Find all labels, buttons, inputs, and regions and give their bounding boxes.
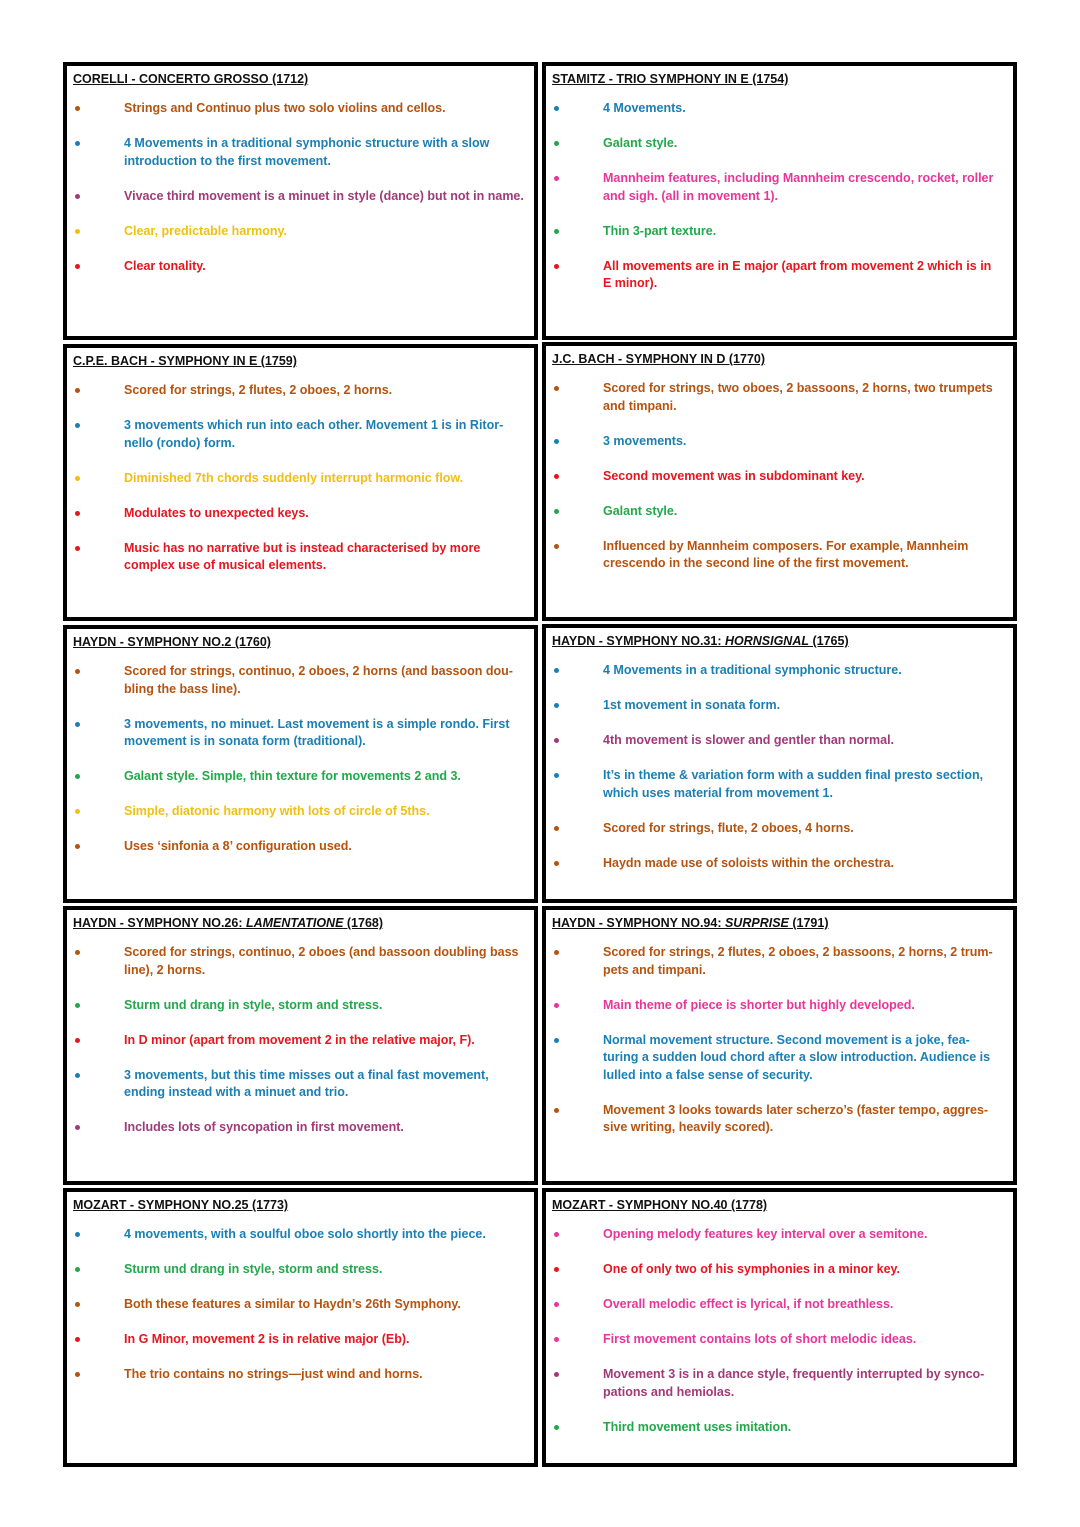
item-text: 3 movements, no minuet. Last movement is a simple rondo. First movement is in sonata form (traditional). (124, 716, 510, 748)
item-text: 3 movements which run into each other. Movement 1 is in Ritor-nello (rondo) form. (124, 418, 504, 450)
bullet-icon (554, 1108, 559, 1113)
item-text: Movement 3 looks towards later scherzo’s (faster tempo, aggres-sive writing, heavily scored). (603, 1102, 989, 1134)
list-item (73, 417, 528, 452)
bullet-icon (554, 950, 559, 955)
card-mozart-40 (542, 1188, 1017, 1467)
bullet-icon (554, 474, 559, 479)
list-item (552, 1366, 1007, 1401)
list-item (73, 1261, 528, 1279)
bullet-icon (75, 194, 80, 199)
item-text: Second movement was in subdominant key. (603, 468, 865, 483)
list-item (73, 382, 528, 400)
item-text: Strings and Continuo plus two solo violins and cellos. (124, 101, 446, 115)
item-text: Vivace third movement is a minuet in style (dance) but not in name. (124, 188, 524, 203)
item-text: Main theme of piece is shorter but highly developed. (603, 997, 915, 1012)
bullet-icon (75, 1232, 80, 1237)
card-title: MOZART - SYMPHONY NO.40 (1778) (552, 1198, 768, 1212)
bullet-icon (554, 738, 559, 743)
item-list (552, 380, 1007, 573)
item-text: All movements are in E major (apart from movement 2 which is in E minor). (603, 258, 992, 290)
list-item (73, 768, 528, 786)
list-item (552, 855, 1007, 873)
item-text: Both these features a similar to Haydn’s 26th Symphony. (124, 1297, 461, 1311)
bullet-icon (554, 544, 559, 549)
list-item (552, 380, 1007, 415)
bullet-icon (554, 1232, 559, 1237)
card-haydn-31 (542, 624, 1017, 903)
bullet-icon (75, 1372, 80, 1377)
item-text: Influenced by Mannheim composers. For example, Mannheim crescendo in the second line of the first movement. (603, 538, 969, 570)
card-title: STAMITZ - TRIO SYMPHONY IN E (1754) (552, 72, 789, 86)
item-text: It’s in theme & variation form with a sudden final presto section, which uses material from movement 1. (603, 768, 984, 800)
bullet-icon (554, 106, 559, 111)
card-haydn-2 (63, 625, 538, 903)
list-item (73, 803, 528, 821)
list-item (552, 767, 1007, 802)
bullet-icon (75, 1337, 80, 1342)
list-item (552, 135, 1007, 153)
list-item (73, 223, 528, 241)
item-list (552, 944, 1007, 1137)
item-text: Normal movement structure. Second movement is a joke, fea-turing a sudden loud chord after a slow introduction. Audience is lulled into a false sense of security. (603, 1032, 991, 1082)
list-item (552, 538, 1007, 573)
bullet-icon (554, 773, 559, 778)
card-title: CORELLI - CONCERTO GROSSO (1712) (73, 72, 309, 86)
card-title: J.C. BACH - SYMPHONY IN D (1770) (552, 352, 766, 366)
bullet-icon (75, 546, 80, 551)
item-text: Uses ‘sinfonia a 8’ configuration used. (124, 839, 352, 853)
list-item (552, 170, 1007, 205)
item-list (73, 663, 528, 856)
item-text: Includes lots of syncopation in first movement. (124, 1120, 404, 1134)
bullet-icon (75, 476, 80, 481)
bullet-icon (554, 264, 559, 269)
bullet-icon (75, 722, 80, 727)
item-text: Opening melody features key interval over a semitone. (603, 1227, 928, 1241)
bullet-icon (554, 386, 559, 391)
list-item (552, 820, 1007, 838)
list-item (73, 1119, 528, 1137)
list-item (552, 468, 1007, 486)
card-mozart-25 (63, 1188, 538, 1467)
list-item (73, 663, 528, 698)
list-item (552, 697, 1007, 715)
item-list (552, 1226, 1007, 1436)
item-text: Clear tonality. (124, 258, 206, 273)
list-item (73, 505, 528, 523)
bullet-icon (554, 1302, 559, 1307)
bullet-icon (75, 669, 80, 674)
card-corelli (63, 62, 538, 340)
item-text: 3 movements, but this time misses out a final fast movement, ending instead with a minuet and trio. (124, 1067, 489, 1099)
item-text: Thin 3-part texture. (603, 223, 717, 238)
bullet-icon (75, 264, 80, 269)
item-text: Scored for strings, continuo, 2 oboes (and bassoon doubling bass line), 2 horns. (124, 945, 519, 977)
bullet-icon (554, 1337, 559, 1342)
bullet-icon (75, 1073, 80, 1078)
bullet-icon (75, 229, 80, 234)
bullet-icon (554, 1425, 559, 1430)
list-item (552, 732, 1007, 750)
card-title: HAYDN - SYMPHONY NO.26: LAMENTATIONE (1768) (73, 916, 384, 930)
bullet-icon (75, 388, 80, 393)
item-text: Movement 3 is in a dance style, frequently interrupted by synco-pations and hemiolas. (603, 1367, 985, 1399)
item-list (552, 662, 1007, 872)
item-text: First movement contains lots of short melodic ideas. (603, 1332, 917, 1346)
bullet-icon (554, 176, 559, 181)
bullet-icon (75, 1302, 80, 1307)
bullet-icon (554, 1267, 559, 1272)
bullet-icon (554, 668, 559, 673)
item-text: Scored for strings, continuo, 2 oboes, 2 horns (and bassoon dou-bling the bass line). (124, 664, 513, 696)
item-text: Scored for strings, two oboes, 2 bassoons, 2 horns, two trumpets and timpani. (603, 381, 993, 413)
list-item (552, 1331, 1007, 1349)
item-text: In G Minor, movement 2 is in relative major (Eb). (124, 1332, 410, 1346)
list-item (73, 100, 528, 118)
bullet-icon (75, 774, 80, 779)
card-title: HAYDN - SYMPHONY NO.94: SURPRISE (1791) (552, 916, 829, 930)
list-item (552, 1226, 1007, 1244)
list-item (552, 1296, 1007, 1314)
item-list (73, 944, 528, 1137)
list-item (73, 716, 528, 751)
item-text: 4 Movements in a traditional symphonic structure. (603, 663, 902, 677)
card-jc-bach (542, 342, 1017, 621)
list-item (552, 1102, 1007, 1137)
bullet-icon (75, 106, 80, 111)
card-haydn-26 (63, 906, 538, 1185)
item-text: One of only two of his symphonies in a minor key. (603, 1262, 901, 1276)
list-item (73, 1226, 528, 1244)
list-item (73, 470, 528, 488)
card-title: HAYDN - SYMPHONY NO.31: HORNSIGNAL (1765) (552, 634, 849, 648)
item-text: Galant style. (603, 503, 678, 518)
list-item (73, 258, 528, 276)
item-text: 4 movements, with a soulful oboe solo shortly into the piece. (124, 1227, 486, 1241)
item-text: Scored for strings, 2 flutes, 2 oboes, 2 horns. (124, 383, 393, 397)
bullet-icon (554, 1038, 559, 1043)
list-item (73, 1032, 528, 1050)
bullet-icon (75, 423, 80, 428)
bullet-icon (554, 141, 559, 146)
list-item (552, 223, 1007, 241)
list-item (552, 433, 1007, 451)
bullet-icon (75, 1267, 80, 1272)
bullet-icon (75, 950, 80, 955)
item-text: Modulates to unexpected keys. (124, 505, 309, 520)
item-text: 3 movements. (603, 433, 687, 448)
bullet-icon (554, 1372, 559, 1377)
item-text: Third movement uses imitation. (603, 1419, 792, 1434)
item-text: 1st movement in sonata form. (603, 698, 781, 712)
list-item (552, 997, 1007, 1015)
item-list (552, 100, 1007, 293)
list-item (73, 997, 528, 1015)
card-stamitz (542, 62, 1017, 340)
bullet-icon (75, 1003, 80, 1008)
list-item (73, 838, 528, 856)
item-text: 4 Movements. (603, 101, 686, 115)
item-text: Scored for strings, 2 flutes, 2 oboes, 2 bassoons, 2 horns, 2 trum-pets and timpani. (603, 945, 993, 977)
item-list (73, 100, 528, 275)
item-list (73, 1226, 528, 1384)
bullet-icon (75, 511, 80, 516)
list-item (73, 1296, 528, 1314)
bullet-icon (554, 439, 559, 444)
item-text: Diminished 7th chords suddenly interrupt harmonic flow. (124, 470, 464, 485)
card-haydn-94 (542, 906, 1017, 1185)
item-text: Music has no narrative but is instead characterised by more complex use of musical elements. (124, 540, 481, 572)
item-text: Sturm und drang in style, storm and stress. (124, 1262, 383, 1276)
bullet-icon (554, 826, 559, 831)
item-text: Overall melodic effect is lyrical, if not breathless. (603, 1297, 894, 1311)
bullet-icon (554, 229, 559, 234)
item-text: In D minor (apart from movement 2 in the relative major, F). (124, 1032, 475, 1047)
item-text: 4 Movements in a traditional symphonic structure with a slow introduction to the first movement. (124, 136, 490, 168)
bullet-icon (554, 509, 559, 514)
item-list (73, 382, 528, 575)
list-item (552, 1419, 1007, 1437)
item-text: Sturm und drang in style, storm and stress. (124, 997, 383, 1012)
list-item (73, 135, 528, 170)
list-item (73, 188, 528, 206)
list-item (552, 662, 1007, 680)
list-item (73, 1331, 528, 1349)
list-item (73, 944, 528, 979)
item-text: The trio contains no strings—just wind and horns. (124, 1367, 423, 1381)
card-title: MOZART - SYMPHONY NO.25 (1773) (73, 1198, 289, 1212)
bullet-icon (75, 1038, 80, 1043)
list-item (552, 1032, 1007, 1085)
item-text: Scored for strings, flute, 2 oboes, 4 horns. (603, 820, 854, 835)
card-title: HAYDN - SYMPHONY NO.2 (1760) (73, 635, 271, 649)
list-item (552, 503, 1007, 521)
list-item (552, 258, 1007, 293)
item-text: Galant style. (603, 136, 678, 150)
bullet-icon (75, 1125, 80, 1130)
bullet-icon (75, 809, 80, 814)
item-text: Galant style. Simple, thin texture for movements 2 and 3. (124, 769, 461, 783)
item-text: Haydn made use of soloists within the orchestra. (603, 855, 895, 870)
bullet-icon (554, 703, 559, 708)
item-text: Simple, diatonic harmony with lots of circle of 5ths. (124, 804, 430, 818)
bullet-icon (554, 861, 559, 866)
list-item (552, 1261, 1007, 1279)
list-item (73, 1366, 528, 1384)
item-text: Mannheim features, including Mannheim crescendo, rocket, roller and sigh. (all in movement 1). (603, 171, 994, 203)
bullet-icon (75, 844, 80, 849)
item-text: Clear, predictable harmony. (124, 223, 288, 238)
list-item (552, 100, 1007, 118)
list-item (552, 944, 1007, 979)
item-text: 4th movement is slower and gentler than normal. (603, 733, 895, 747)
card-title: C.P.E. BACH - SYMPHONY IN E (1759) (73, 354, 297, 368)
card-cpe-bach (63, 344, 538, 621)
bullet-icon (75, 141, 80, 146)
list-item (73, 540, 528, 575)
bullet-icon (554, 1003, 559, 1008)
list-item (73, 1067, 528, 1102)
